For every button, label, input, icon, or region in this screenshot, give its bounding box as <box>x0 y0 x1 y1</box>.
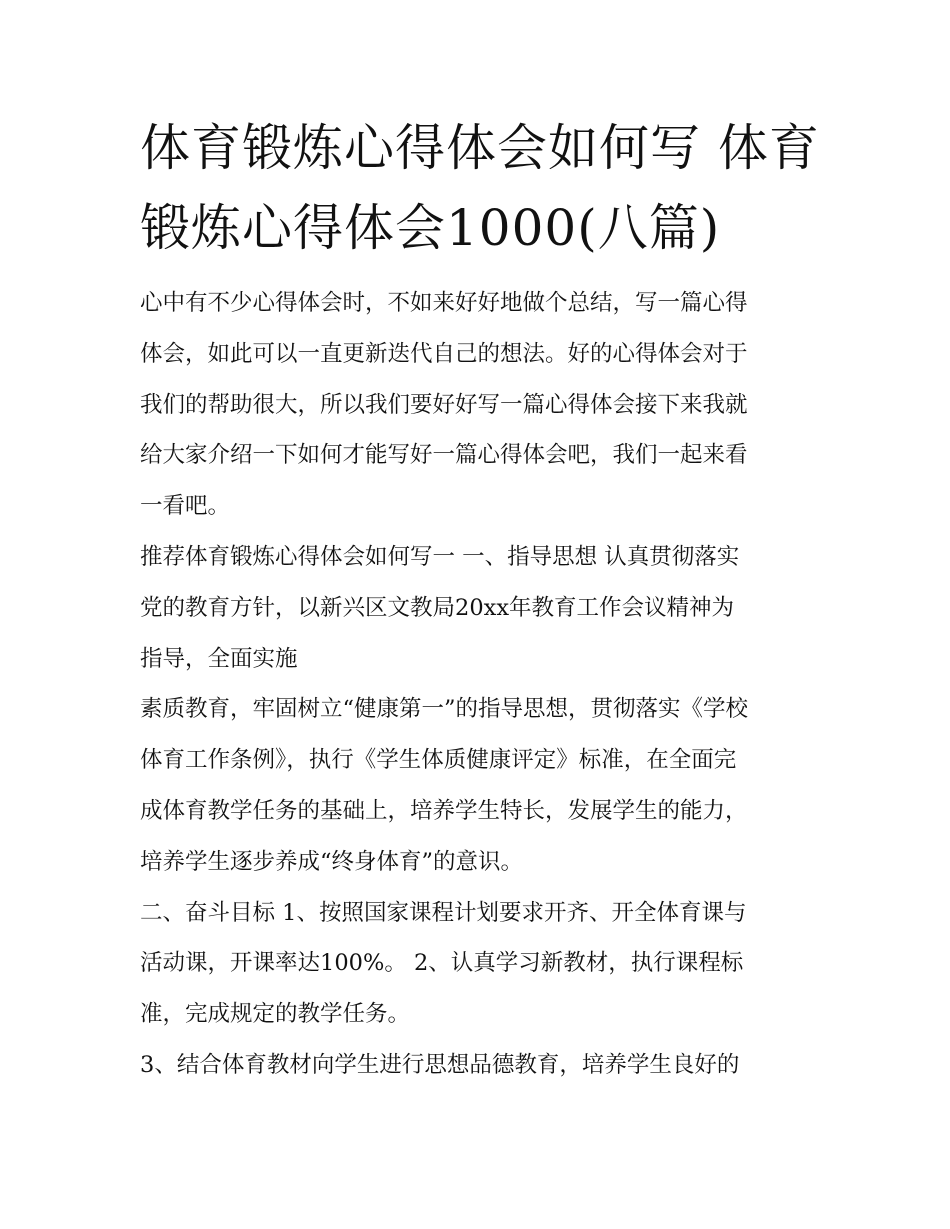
text-line: 给大家介绍一下如何才能写好一篇心得体会吧，我们一起来看 <box>140 442 748 469</box>
paragraph-moral-education <box>140 1040 820 1091</box>
title-line-1: 体育锻炼心得体会如何写 体育 <box>140 119 820 177</box>
text-line: 体育工作条例》，执行《学生体质健康评定》标准，在全面完 <box>140 747 737 774</box>
paragraph-guiding-thought <box>140 532 820 684</box>
text-line: 3、结合体育教材向学生进行思想品德教育，培养学生良好的 <box>140 1051 740 1078</box>
text-line: 素质教育，牢固树立“健康第一”的指导思想，贯彻落实《学校 <box>140 696 749 723</box>
paragraph-intro <box>140 278 820 532</box>
text-line: 准，完成规定的教学任务。 <box>140 1001 411 1028</box>
text-line: 推荐体育锻炼心得体会如何写一 一、指导思想 认真贯彻落实 <box>140 543 740 570</box>
text-line: 党的教育方针，以新兴区文教局20xx年教育工作会议精神为 <box>140 594 735 621</box>
text-line: 我们的帮助很大，所以我们要好好写一篇心得体会接下来我就 <box>140 391 748 418</box>
text-line: 体会，如此可以一直更新迭代自己的想法。好的心得体会对于 <box>140 340 748 367</box>
text-line: 活动课，开课率达100%。 2、认真学习新教材，执行课程标 <box>140 950 744 977</box>
text-line: 成体育教学任务的基础上，培养学生特长，发展学生的能力， <box>140 797 748 824</box>
paragraph-quality-education <box>140 684 820 887</box>
document-title <box>140 108 820 268</box>
text-line: 指导，全面实施 <box>140 645 298 672</box>
text-line: 二、奋斗目标 1、按照国家课程计划要求开齐、开全体育课与 <box>140 899 747 926</box>
title-line-2: 锻炼心得体会1000(八篇) <box>140 199 721 257</box>
text-line: 培养学生逐步养成“终身体育”的意识。 <box>140 848 524 875</box>
document-body <box>140 278 820 1091</box>
paragraph-goals <box>140 888 820 1040</box>
text-line: 心中有不少心得体会时，不如来好好地做个总结，写一篇心得 <box>140 290 748 316</box>
text-line: 一看吧。 <box>140 493 231 520</box>
